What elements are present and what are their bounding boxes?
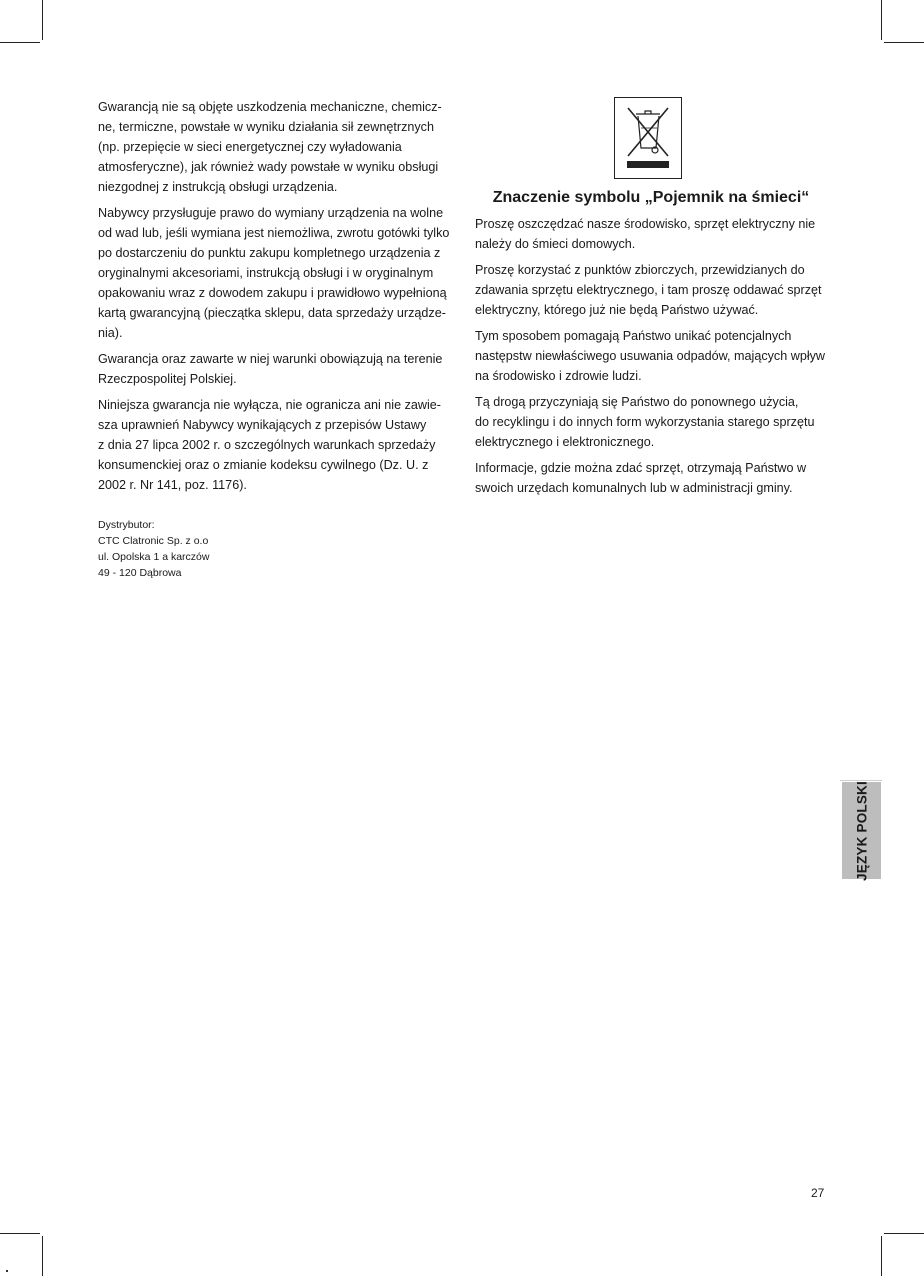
exchange-rights-paragraph xyxy=(98,203,448,343)
text-line: Proszę oszczędzać nasze środowisko, sprzęt elektryczny nie xyxy=(475,217,816,231)
distributor-street: ul. Opolska 1 a karczów xyxy=(98,551,210,563)
text-line: Gwarancja oraz zawarte w niej warunki obowiązują na terenie xyxy=(98,352,443,366)
text-line: z dnia 27 lipca 2002 r. o szczególnych warunkach sprzedaży xyxy=(98,438,436,452)
text-line: kartą gwarancyjną (pieczątka sklepu, data sprzedaży urządze- xyxy=(98,306,446,320)
right-column xyxy=(475,97,827,504)
crop-mark xyxy=(881,1236,882,1276)
text-line: opakowaniu wraz z dowodem zakupu i prawidłowo wypełnioną xyxy=(98,286,447,300)
information-paragraph xyxy=(475,458,827,498)
text-line: od wad lub, jeśli wymiana jest niemożliwa, zwrotu gotówki tylko xyxy=(98,226,450,240)
left-column xyxy=(98,97,448,581)
text-line: nia). xyxy=(98,326,123,340)
language-tab xyxy=(842,782,881,879)
environment-paragraph xyxy=(475,214,827,254)
text-line: Tą drogą przyczyniają się Państwo do ponownego użycia, xyxy=(475,395,799,409)
text-line: swoich urzędach komunalnych lub w administracji gminy. xyxy=(475,481,793,495)
text-line: sza uprawnień Nabywcy wynikających z przepisów Ustawy xyxy=(98,418,427,432)
text-line: elektryczny, którego już nie będą Państwo używać. xyxy=(475,303,759,317)
registration-dot xyxy=(6,1270,8,1272)
territory-paragraph xyxy=(98,349,448,389)
text-line: Tym sposobem pomagają Państwo unikać potencjalnych xyxy=(475,329,792,343)
text-line: na środowisko i zdrowie ludzi. xyxy=(475,369,642,383)
distributor-block xyxy=(98,517,448,581)
text-line: zdawania sprzętu elektrycznego, i tam proszę oddawać sprzęt xyxy=(475,283,822,297)
text-line: (np. przepięcie w sieci energetycznej czy wyładowania xyxy=(98,140,402,154)
text-line: 2002 r. Nr 141, poz. 1176). xyxy=(98,478,247,492)
text-line: Rzeczpospolitej Polskiej. xyxy=(98,372,237,386)
recycling-paragraph xyxy=(475,392,827,452)
warranty-exclusions-paragraph xyxy=(98,97,448,197)
text-line: Nabywcy przysługuje prawo do wymiany urządzenia na wolne xyxy=(98,206,444,220)
distributor-city: 49 - 120 Dąbrowa xyxy=(98,567,182,579)
text-line: Informacje, gdzie można zdać sprzęt, otrzymają Państwo w xyxy=(475,461,807,475)
crop-mark xyxy=(42,1236,43,1276)
section-heading: Znaczenie symbolu „Pojemnik na śmieci“ xyxy=(492,189,810,206)
text-line: Niniejsza gwarancja nie wyłącza, nie ogranicza ani nie zawie- xyxy=(98,398,442,412)
crop-mark xyxy=(0,42,40,43)
text-line: Proszę korzystać z punktów zbiorczych, przewidzianych do xyxy=(475,263,805,277)
text-line: należy do śmieci domowych. xyxy=(475,237,636,251)
distributor-label: Dystrybutor: xyxy=(98,519,155,531)
text-line: elektrycznego i elektronicznego. xyxy=(475,435,655,449)
crop-mark xyxy=(42,0,43,40)
language-tab-label: JĘZYK POLSKI xyxy=(854,780,869,881)
text-line: konsumenckiej oraz o zmianie kodeksu cywilnego (Dz. U. z xyxy=(98,458,429,472)
text-line: Gwarancją nie są objęte uszkodzenia mechaniczne, chemicz- xyxy=(98,100,442,114)
distributor-name: CTC Clatronic Sp. z o.o xyxy=(98,535,209,547)
crossed-out-wheelie-bin-icon xyxy=(614,97,682,179)
text-line: atmosferyczne), jak również wady powstałe w wyniku obsługi xyxy=(98,160,439,174)
crop-mark xyxy=(881,0,882,40)
collection-points-paragraph xyxy=(475,260,827,320)
text-line: ne, termiczne, powstałe w wyniku działania sił zewnętrznych xyxy=(98,120,434,134)
text-line: do recyklingu i do innych form wykorzystania starego sprzętu xyxy=(475,415,815,429)
text-line: po dostarczeniu do punktu zakupu kompletnego urządzenia z xyxy=(98,246,441,260)
legal-rights-paragraph xyxy=(98,395,448,495)
page-number: 27 xyxy=(811,1186,825,1200)
crop-mark xyxy=(884,42,924,43)
text-line: oryginalnymi akcesoriami, instrukcją obsługi i w oryginalnym xyxy=(98,266,434,280)
consequences-paragraph xyxy=(475,326,827,386)
text-line: niezgodnej z instrukcją obsługi urządzenia. xyxy=(98,180,338,194)
text-line: następstw niewłaściwego usuwania odpadów, mających wpływ xyxy=(475,349,826,363)
crop-mark xyxy=(0,1233,40,1234)
crop-mark xyxy=(884,1233,924,1234)
crossed-out-wheelie-bin-icon xyxy=(615,98,681,178)
